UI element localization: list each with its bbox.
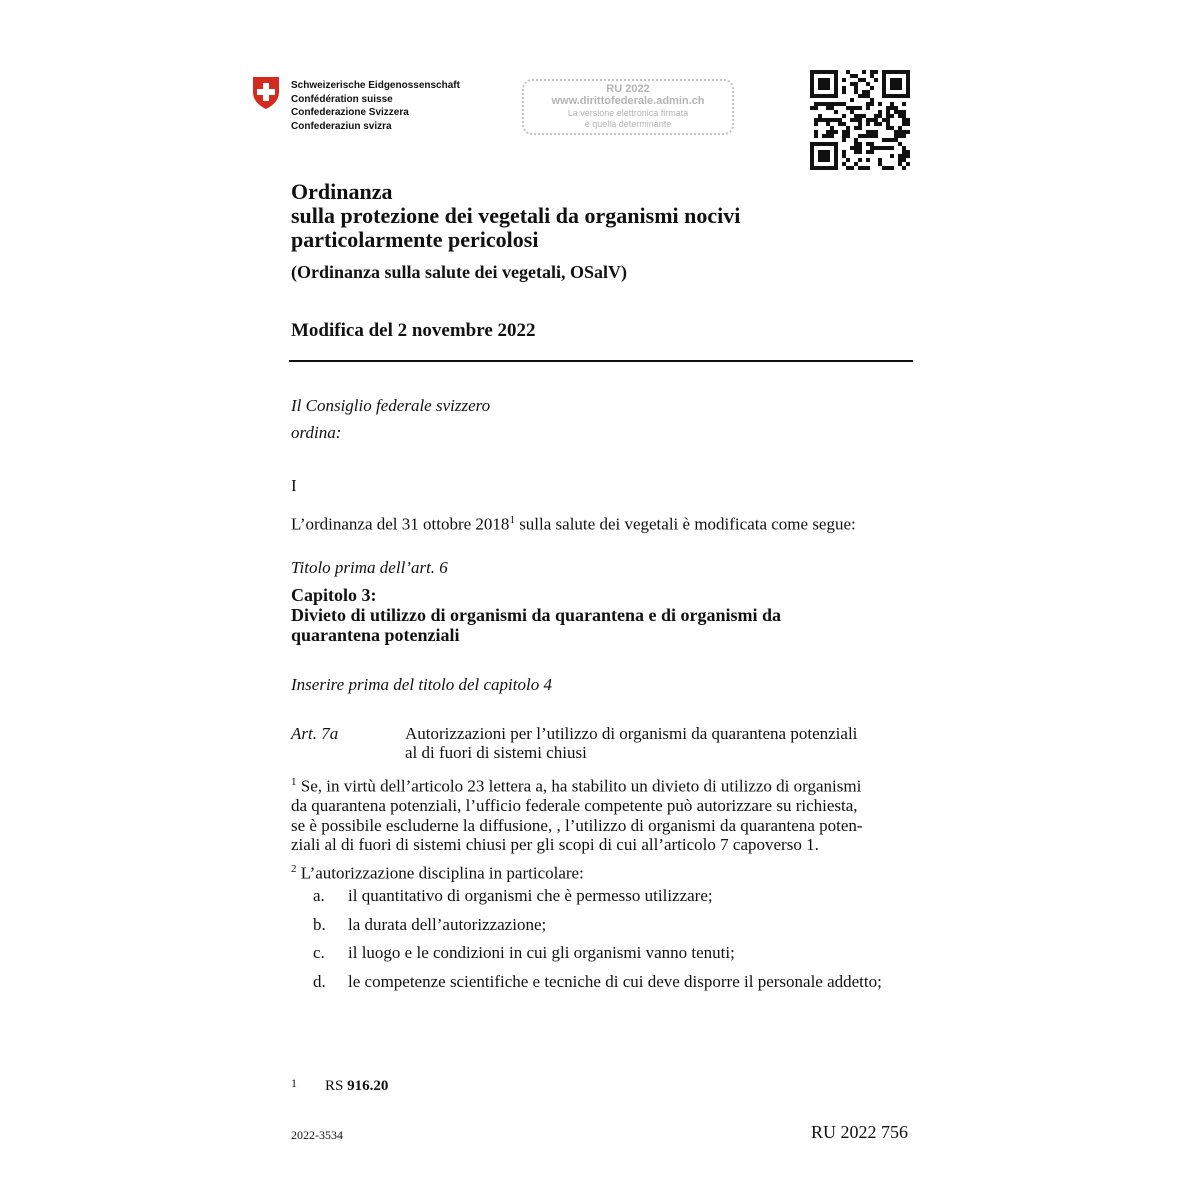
- stamp-url[interactable]: www.dirittofederale.admin.ch: [551, 95, 705, 107]
- list-item-letter: d.: [313, 971, 326, 991]
- instruction-title-before: Titolo prima dell’art. 6: [291, 558, 448, 577]
- chapter-line-2: Divieto di utilizzo di organismi da quarantena e di organismi da: [291, 605, 782, 625]
- article-number: Art. 7a: [291, 724, 339, 743]
- chapter-line-3: quarantena potenziali: [291, 625, 460, 645]
- list-item-letter: a.: [313, 886, 325, 905]
- amendment-post: sulla salute dei vegetali è modificata come segue:: [514, 514, 856, 534]
- list-item-letter: c.: [313, 943, 325, 962]
- paragraph-2-number: 2: [291, 863, 297, 875]
- amendment-sentence: [291, 510, 856, 535]
- confederation-line-fr: Confédération suisse: [291, 93, 393, 105]
- preamble-line-1: Il Consiglio federale svizzero: [291, 396, 491, 415]
- paragraph-1-line-1: Se, in virtù dell’articolo 23 lettera a, ha stabilito un divieto di utilizzo di organismi: [296, 776, 862, 796]
- paragraph-1-number: 1: [291, 776, 297, 788]
- confederation-names: [291, 79, 460, 133]
- qr-code-icon[interactable]: [810, 70, 910, 170]
- chapter-heading: [291, 585, 781, 645]
- article-title-line-2: al di fuori di sistemi chiusi: [405, 743, 587, 762]
- article-title: [405, 724, 857, 762]
- title-line-2: sulla protezione dei vegetali da organismi nocivi: [291, 203, 741, 228]
- document-subtitle: (Ordinanza sulla salute dei vegetali, OSalV): [291, 262, 628, 282]
- stamp-note-2: è quella determinante: [584, 119, 672, 129]
- paragraph-1-line-3: se è possibile escluderne la diffusione, , l’utilizzo di organismi da quarantena poten-: [291, 815, 863, 835]
- title-line-3: particolarmente pericolosi: [291, 227, 539, 252]
- confederation-line-it: Confederazione Svizzera: [291, 107, 409, 118]
- title-divider: [289, 360, 913, 362]
- paragraph-1-line-2: da quarantena potenziali, l’ufficio federale competente può autorizzare su richiesta,: [291, 796, 858, 816]
- confederation-line-de: Schweizerische Eidgenossenschaft: [291, 80, 460, 91]
- confederation-line-rm: Confederaziun svizra: [291, 120, 392, 132]
- title-line-1: Ordinanza: [291, 179, 393, 204]
- amendment-pre: L’ordinanza del 31 ottobre 2018: [291, 514, 510, 534]
- section-number: I: [291, 476, 297, 495]
- list-item-text: le competenze scientifiche e tecniche di cui deve disporre il personale addetto;: [348, 971, 882, 991]
- paragraph-2: [291, 860, 911, 883]
- preamble: [291, 392, 490, 446]
- instruction-insert: Inserire prima del titolo del capitolo 4: [291, 675, 552, 694]
- paragraph-2-text: L’autorizzazione disciplina in particolare:: [296, 863, 584, 883]
- list-item-letter: b.: [313, 914, 326, 934]
- footnote-prefix: RS: [325, 1078, 348, 1094]
- swiss-cross-shield-icon: [252, 76, 280, 110]
- stamp-ru: RU 2022: [606, 83, 650, 95]
- document-id: 2022-3534: [291, 1128, 343, 1142]
- footnote-number: 1: [291, 1076, 297, 1090]
- footnote-ref[interactable]: 916.20: [347, 1078, 389, 1094]
- list-item-text: la durata dell’autorizzazione;: [348, 914, 547, 934]
- official-compilation-ref: RU 2022 756: [811, 1122, 909, 1142]
- article-title-line-1: Autorizzazioni per l’utilizzo di organismi da quarantena potenziali: [405, 724, 858, 743]
- document-title: [291, 180, 740, 252]
- footnote-ref-1[interactable]: 1: [509, 514, 515, 526]
- paragraph-1: [291, 773, 911, 855]
- paragraph-1-line-4: ziali al di fuori di sistemi chiusi per gli scopi di cui all’articolo 7 capoverso 1.: [291, 835, 819, 855]
- electronic-version-stamp: [522, 79, 734, 135]
- list-item-text: il luogo e le condizioni in cui gli organismi vanno tenuti;: [348, 943, 735, 962]
- chapter-line-1: Capitolo 3:: [291, 585, 377, 605]
- list-item-text: il quantitativo di organismi che è permesso utilizzare;: [348, 886, 713, 905]
- stamp-note-1: La versione elettronica firmata: [567, 108, 689, 118]
- modification-date: Modifica del 2 novembre 2022: [291, 320, 536, 341]
- preamble-line-2: ordina:: [291, 423, 342, 442]
